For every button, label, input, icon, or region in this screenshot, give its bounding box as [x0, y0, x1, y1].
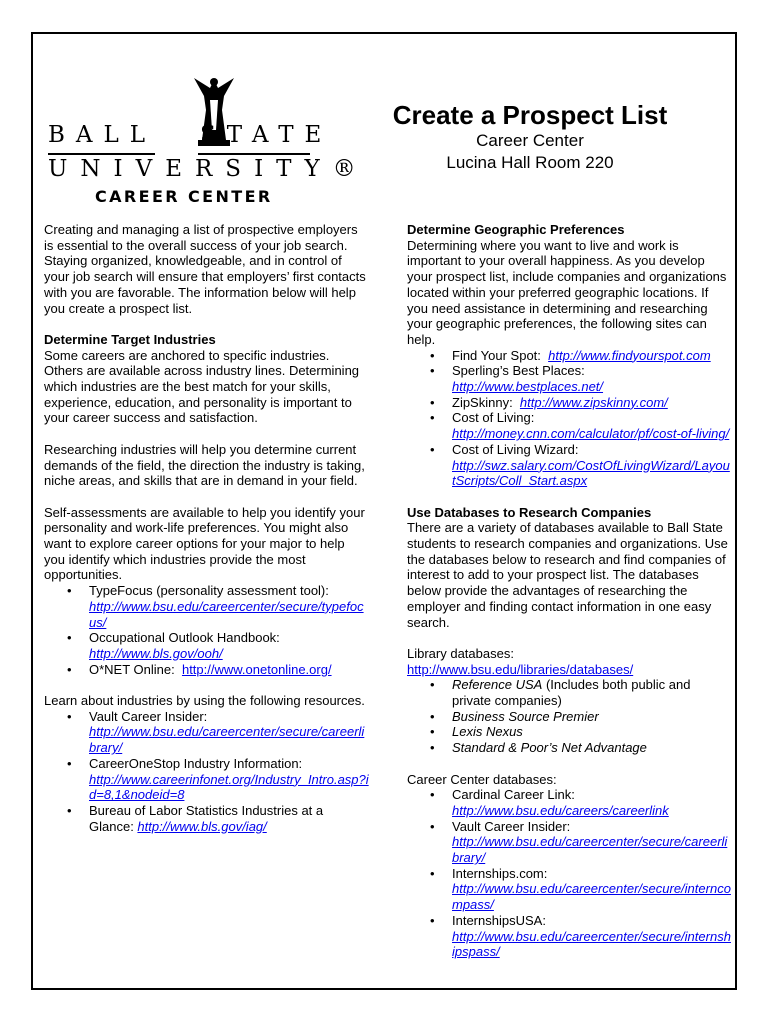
list-item	[89, 583, 369, 630]
list-item	[452, 913, 732, 960]
reference-usa-note: (Includes both public and private companies)	[452, 677, 691, 709]
internships-com-link[interactable]: http://www.bsu.edu/careercenter/secure/interncompass/	[452, 881, 731, 913]
list-item	[452, 395, 732, 411]
list-item	[452, 363, 732, 394]
bestplaces-link[interactable]: http://www.bestplaces.net/	[452, 379, 604, 395]
vault-link[interactable]: http://www.bsu.edu/careercenter/secure/careerlibrary/	[452, 834, 728, 866]
right-column	[407, 222, 732, 960]
db-paragraph: There are a variety of databases available to Ball State students to research companies and organizations. Use the databases below to research and find companies of interest to add to your prospect list. The databases below provide the advantages of researching the employer and finding contact information in one easy search.	[407, 520, 728, 630]
library-databases-link[interactable]: http://www.bsu.edu/libraries/databases/	[407, 661, 634, 677]
subtitle-office: Career Center	[476, 131, 584, 150]
learn-paragraph: Learn about industries by using the following resources.	[44, 693, 365, 709]
logo-university: UNIVERSITY®	[48, 156, 369, 182]
ooh-link[interactable]: http://www.bls.gov/ooh/	[89, 645, 223, 661]
list-item	[89, 662, 369, 678]
business-source-premier[interactable]: Business Source Premier	[452, 708, 599, 724]
zipskinny-link[interactable]: http://www.zipskinny.com/	[519, 394, 668, 410]
logo-rule-right	[198, 153, 310, 155]
list-item-label: CareerOneStop Industry Information:	[89, 755, 303, 771]
list-item	[89, 803, 369, 834]
self-assessment-paragraph: Self-assessments are available to help you identify your personality and work-life preferences. You might also want to explore career options for your major to help you identify which industries provide the most opportunities.	[44, 504, 365, 583]
list-item-label: Cost of Living:	[452, 410, 535, 426]
header	[380, 100, 680, 174]
vault-link[interactable]: http://www.bsu.edu/careercenter/secure/careerlibrary/	[89, 724, 365, 756]
intro-paragraph: Creating and managing a list of prospective employers is essential to the overall success of your job search. Staying organized, knowledgeable, and in control of your job search will ensure that employers’ first contacts with you are favorable. The information below will help you create a prospect list.	[44, 222, 366, 316]
db-heading: Use Databases to Research Companies	[407, 504, 652, 520]
career-center-db-label: Career Center databases:	[407, 771, 557, 787]
career-center-db-list	[407, 787, 732, 960]
list-item-label: Cardinal Career Link:	[452, 787, 575, 803]
geo-paragraph: Determining where you want to live and work is important to your overall happiness. As you develop your prospect list, include companies and organizations located within your preferred geographic locations. If you need assistance in determining and researching your geographic preferences, the following sites can help.	[407, 237, 727, 347]
reference-usa[interactable]: Reference USA	[452, 677, 543, 693]
industries-heading: Determine Target Industries	[44, 331, 216, 347]
list-item-label: Find Your Spot:	[452, 347, 549, 363]
cost-of-living-wizard-link[interactable]: http://swz.salary.com/CostOfLivingWizard/LayoutScripts/Coll_Start.aspx	[452, 457, 730, 489]
geo-list	[407, 348, 732, 489]
industries-paragraph-1: Some careers are anchored to specific industries. Others are available across industry lines. Determining which industries are the best match for your skills, experience, education, and personality is important to your career success and satisfaction.	[44, 347, 360, 426]
page-title: Create a Prospect List	[392, 100, 668, 130]
list-item	[89, 756, 369, 803]
standard-poors[interactable]: Standard & Poor’s Net Advantage	[452, 740, 647, 756]
list-item	[89, 709, 369, 756]
ball-state-logo	[48, 70, 369, 210]
library-label: Library databases:	[407, 645, 514, 661]
findyourspot-link[interactable]: http://www.findyourspot.com	[548, 347, 711, 363]
list-item-label: Cost of Living Wizard:	[452, 441, 579, 457]
library-list	[407, 677, 732, 756]
list-item	[452, 740, 732, 756]
list-item	[452, 724, 732, 740]
list-item-label: Vault Career Insider:	[89, 708, 208, 724]
cardinal-career-link[interactable]: http://www.bsu.edu/careers/careerlink	[452, 802, 669, 818]
cost-of-living-link[interactable]: http://money.cnn.com/calculator/pf/cost-of-living/	[452, 426, 730, 442]
list-item-label: Internships.com:	[452, 865, 548, 881]
list-item-label: Bureau of Labor Statistics Industries at a Glance:	[89, 802, 324, 834]
list-item-label: O*NET Online:	[89, 661, 182, 677]
learn-list	[44, 709, 369, 835]
logo-rule-left	[48, 153, 155, 155]
list-item	[89, 630, 369, 661]
list-item-label: InternshipsUSA:	[452, 912, 546, 928]
self-assessment-list	[44, 583, 369, 677]
list-item	[452, 787, 732, 818]
list-item	[452, 709, 732, 725]
geo-heading: Determine Geographic Preferences	[407, 222, 625, 237]
left-column	[44, 222, 369, 834]
list-item-label: Sperling’s Best Places:	[452, 363, 585, 379]
logo-career-center: CAREER CENTER	[95, 187, 273, 206]
list-item	[452, 866, 732, 913]
list-item	[452, 677, 732, 708]
subtitle-location: Lucina Hall Room 220	[446, 153, 614, 172]
typefocus-link[interactable]: http://www.bsu.edu/careercenter/secure/typefocus/	[89, 598, 364, 630]
list-item	[452, 442, 732, 489]
logo-state: STATE	[200, 122, 333, 148]
list-item	[452, 819, 732, 866]
logo-ball: BALL	[48, 122, 157, 148]
list-item-label: Vault Career Insider:	[452, 818, 571, 834]
list-item	[452, 410, 732, 441]
lexis-nexus[interactable]: Lexis Nexus	[452, 724, 523, 740]
industries-paragraph-2: Researching industries will help you determine current demands of the field, the direction the industry is taking, niche areas, and skills that are in demand in your field.	[44, 441, 365, 489]
internshipsusa-link[interactable]: http://www.bsu.edu/careercenter/secure/internshipspass/	[452, 928, 731, 960]
list-item-label: ZipSkinny:	[452, 394, 520, 410]
list-item	[452, 348, 732, 364]
careeronestop-link[interactable]: http://www.careerinfonet.org/Industry_Intro.asp?id=8,1&nodeid=8	[89, 771, 369, 803]
bls-iag-link[interactable]: http://www.bls.gov/iag/	[137, 818, 267, 834]
onet-link[interactable]: http://www.onetonline.org/	[181, 661, 332, 677]
list-item-label: TypeFocus (personality assessment tool):	[89, 583, 329, 599]
list-item-label: Occupational Outlook Handbook:	[89, 630, 280, 646]
